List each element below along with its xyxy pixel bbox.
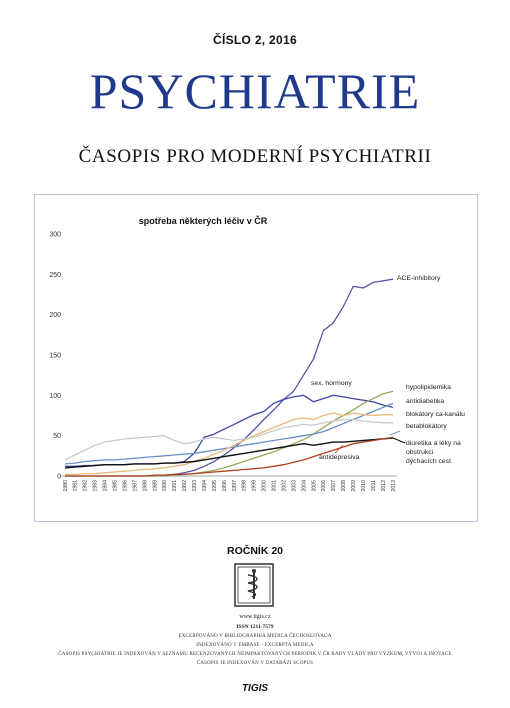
- x-tick-label: 1989: [152, 480, 159, 492]
- series-annotation: sex. hormony: [311, 380, 352, 387]
- x-tick-label: 2011: [370, 480, 377, 492]
- x-tick-label: 1985: [112, 480, 119, 492]
- x-tick-label: 2010: [360, 480, 367, 492]
- x-tick-label: 2012: [380, 480, 387, 492]
- chart-title: spotřeba některých léčiv v ČR: [138, 216, 268, 226]
- x-tick-label: 1992: [182, 480, 189, 492]
- x-tick-label: 1980: [62, 480, 69, 492]
- series-annotation: blokátory ca-kanálu: [406, 411, 465, 418]
- x-tick-label: 1998: [241, 480, 248, 492]
- series-annotation: obstrukci: [406, 449, 434, 456]
- x-tick-label: 1986: [122, 480, 129, 492]
- x-tick-label: 2004: [301, 480, 308, 492]
- x-tick-label: 1994: [201, 480, 208, 492]
- x-tick-label: 1993: [192, 480, 199, 492]
- x-tick-label: 1988: [142, 480, 149, 492]
- indexing-line: INDEXOVÁNO V EMBASE - EXCERPTA MEDICA: [196, 643, 314, 648]
- x-tick-label: 2005: [311, 480, 318, 492]
- y-tick-label: 250: [49, 271, 61, 279]
- journal-title: PSYCHIATRIE: [89, 63, 421, 119]
- x-tick-label: 2000: [261, 480, 268, 492]
- y-tick-label: 100: [49, 392, 61, 400]
- annotation-arrow: [393, 438, 405, 443]
- x-tick-label: 2001: [271, 480, 278, 492]
- line-chart: [35, 195, 477, 521]
- x-tick-label: 1987: [132, 480, 139, 492]
- publisher-logo: TIGIS: [241, 683, 269, 694]
- issn: ISSN 1211-7579: [236, 624, 274, 630]
- series-annotation: hypolipidemika: [406, 384, 451, 391]
- publisher-emblem-icon: [234, 563, 274, 607]
- series-annotation: antidiabetika: [406, 398, 445, 405]
- x-tick-label: 2006: [321, 480, 328, 492]
- x-tick-label: 1996: [221, 480, 228, 492]
- x-tick-label: 1984: [102, 480, 109, 492]
- issue-number: ČÍSLO 2, 2016: [213, 33, 297, 47]
- indexing-line: ČASOPIS PSYCHIATRIE JE INDEXOVÁN V SEZNAMU RECENZOVANÝCH NEIMPAKTOVANÝCH PERIODIK V ČR RADY VLÁDY PRO VÝZKUM, VÝVOJ A INOVACE: [58, 652, 452, 657]
- x-tick-label: 1982: [82, 480, 89, 492]
- x-tick-label: 2007: [331, 480, 338, 492]
- x-tick-label: 1991: [172, 480, 179, 492]
- series-annotation: diuretika a léky na: [406, 440, 461, 447]
- series-line: [65, 438, 393, 468]
- x-tick-label: 2013: [390, 480, 397, 492]
- x-tick-label: 2003: [291, 480, 298, 492]
- x-tick-label: 1981: [72, 480, 79, 492]
- y-tick-label: 300: [49, 231, 61, 239]
- series-annotation: ACE-inhibitory: [397, 275, 441, 282]
- x-tick-label: 2008: [341, 480, 348, 492]
- x-tick-label: 2009: [351, 480, 358, 492]
- website: www.tigis.cz: [239, 614, 271, 620]
- journal-subtitle: ČASOPIS PRO MODERNÍ PSYCHIATRII: [78, 146, 432, 167]
- series-annotation: betablokátory: [406, 423, 447, 430]
- series-annotation: antidepresiva: [319, 454, 360, 461]
- y-tick-label: 50: [53, 433, 61, 441]
- x-tick-label: 1983: [92, 480, 99, 492]
- x-tick-label: 2002: [281, 480, 288, 492]
- x-tick-label: 1990: [162, 480, 169, 492]
- cover-chart: [34, 194, 478, 522]
- x-tick-label: 1997: [231, 480, 238, 492]
- indexing-line: EXCERPOVÁNO V BIBLIOGRAPHIA MEDICA ČECHOSLOVACA: [178, 634, 332, 639]
- series-line: [65, 391, 393, 476]
- x-tick-label: 1999: [251, 480, 258, 492]
- indexing-line: ČASOPIS JE INDEXOVÁN V DATABÁZI SCOPUS: [196, 661, 314, 666]
- volume-label: ROČNÍK 20: [226, 545, 283, 557]
- y-tick-label: 200: [49, 312, 61, 320]
- y-tick-label: 150: [49, 352, 61, 360]
- y-tick-label: 0: [57, 473, 61, 481]
- x-tick-label: 1995: [211, 480, 218, 492]
- series-annotation: dýchacích cest: [406, 458, 451, 465]
- annotation-arrow: [390, 431, 400, 435]
